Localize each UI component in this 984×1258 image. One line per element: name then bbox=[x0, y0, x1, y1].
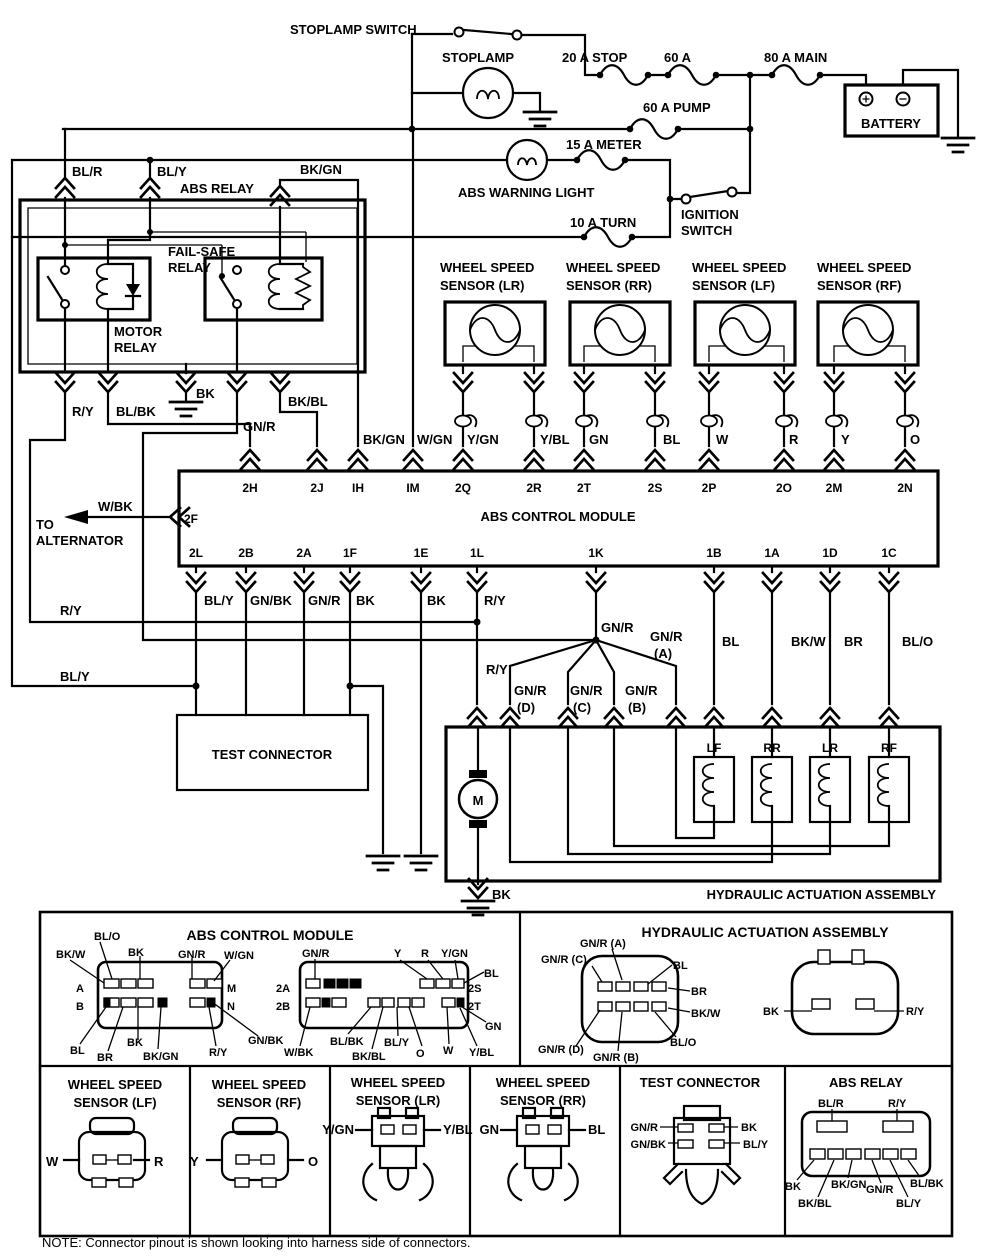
module-pin: 2B bbox=[238, 546, 254, 560]
pinout-label: BL/BK bbox=[330, 1036, 364, 1048]
pinout-sensor-rr bbox=[480, 1075, 606, 1200]
pinout-label: BL/O bbox=[670, 1037, 697, 1049]
pinout-label: W bbox=[443, 1045, 454, 1057]
pump-motor-m-label: M bbox=[472, 793, 484, 808]
sensor-lf-title: SENSOR (LF) bbox=[692, 278, 776, 293]
module-pin: 1L bbox=[469, 546, 485, 560]
module-pin: 2Q bbox=[454, 481, 472, 495]
pin-label: Y/GN bbox=[322, 1122, 354, 1137]
pinout-panel bbox=[40, 912, 952, 1236]
connector-loop-icon bbox=[647, 415, 668, 427]
pinout-sensor-lr bbox=[322, 1075, 472, 1200]
module-pin: 1E bbox=[413, 546, 429, 560]
pin-label: R bbox=[154, 1154, 164, 1169]
wire-gn-r-c-label: GN/R bbox=[570, 683, 603, 698]
fail-safe-coil-icon bbox=[269, 264, 280, 309]
wire-bl-y-label: BL/Y bbox=[157, 164, 187, 179]
pinout-label: GN/R (B) bbox=[593, 1052, 639, 1064]
motor-relay-label: RELAY bbox=[114, 340, 157, 355]
module-pin: 1A bbox=[764, 546, 780, 560]
pinout-module-title: ABS CONTROL MODULE bbox=[186, 927, 354, 943]
connector-loop-icon bbox=[576, 415, 597, 427]
solenoid-rf-label: RF bbox=[881, 741, 897, 755]
abs-relay-label: ABS RELAY bbox=[180, 181, 254, 196]
pin-label: BK bbox=[785, 1181, 801, 1193]
module-pin: 2O bbox=[775, 481, 793, 495]
wire-bl-bk-label: BL/BK bbox=[116, 404, 156, 419]
pin-label: BL/R bbox=[818, 1098, 844, 1110]
fuse-15a-meter-label: 15 A METER bbox=[566, 137, 642, 152]
wire-bk-label: BK bbox=[196, 386, 215, 401]
pinout-label: R/Y bbox=[906, 1006, 925, 1018]
pinout-panel-border bbox=[40, 912, 952, 1236]
fuse-20a-stop-label: 20 A STOP bbox=[562, 50, 628, 65]
abs-control-module-title: ABS CONTROL MODULE bbox=[480, 509, 636, 524]
pin-label: BL/Y bbox=[743, 1139, 769, 1151]
ground-icon bbox=[367, 856, 399, 870]
cell-title: SENSOR (LR) bbox=[355, 1093, 441, 1108]
wire-bk-label: BK bbox=[427, 593, 446, 608]
wire-gn-r-b-label: (B) bbox=[628, 700, 647, 715]
wire-y-gn-label: Y/GN bbox=[467, 432, 499, 447]
pinout-row-label: 2T bbox=[468, 1001, 481, 1013]
module-pin: 2H bbox=[242, 481, 258, 495]
connector-loop-icon bbox=[826, 415, 847, 427]
pinout-label: BR bbox=[97, 1052, 113, 1064]
wire-w-gn-label: W/GN bbox=[417, 432, 453, 447]
wire-bk-label: BK bbox=[492, 887, 511, 902]
to-alternator-label: ALTERNATOR bbox=[36, 533, 124, 548]
connector-loop-icon bbox=[897, 415, 918, 427]
pinout-sensor-lf bbox=[46, 1077, 164, 1187]
pinout-row-label: M bbox=[227, 983, 237, 995]
hydraulic-assembly-title: HYDRAULIC ACTUATION ASSEMBLY bbox=[706, 887, 936, 902]
cell-title: WHEEL SPEED bbox=[67, 1077, 163, 1092]
module-pin: 2L bbox=[188, 546, 204, 560]
ground-icon bbox=[170, 402, 202, 416]
cell-title: SENSOR (RR) bbox=[500, 1093, 586, 1108]
pinout-label: BK/W bbox=[691, 1008, 721, 1020]
wire-bl-r-label: BL/R bbox=[72, 164, 103, 179]
pinout-row-label: 2A bbox=[276, 983, 291, 995]
module-pin: 2J bbox=[310, 481, 324, 495]
sensor-rr-title: WHEEL SPEED bbox=[566, 260, 661, 275]
pinout-label: BL bbox=[484, 968, 499, 980]
connector-loop-icon bbox=[526, 415, 547, 427]
wire-bk-gn-label: BK/GN bbox=[300, 162, 342, 177]
abs-warning-light-label: ABS WARNING LIGHT bbox=[458, 185, 595, 200]
fuse-60a-pump-label: 60 A PUMP bbox=[643, 100, 711, 115]
pinout-row-label: 2S bbox=[468, 983, 482, 995]
motor-relay-contact bbox=[61, 300, 69, 308]
fail-safe-relay-label: RELAY bbox=[168, 260, 211, 275]
sensor-rf-title: WHEEL SPEED bbox=[817, 260, 912, 275]
pinout-label: BL/Y bbox=[384, 1037, 410, 1049]
fuse-10a-turn-label: 10 A TURN bbox=[570, 215, 637, 230]
pinout-label: GN/R (C) bbox=[541, 954, 587, 966]
cell-title: TEST CONNECTOR bbox=[639, 1075, 761, 1090]
wire-o-label: O bbox=[910, 432, 921, 447]
stoplamp-bulb-icon bbox=[463, 68, 513, 118]
pin-label: BK bbox=[741, 1122, 757, 1134]
sensor-rr-title: SENSOR (RR) bbox=[566, 278, 652, 293]
ignition-switch-label: IGNITION bbox=[681, 207, 739, 222]
pinout-label: Y/GN bbox=[441, 948, 468, 960]
solenoid-lf-label: LF bbox=[706, 741, 722, 755]
pin-label: BK/BL bbox=[798, 1198, 832, 1210]
pinout-label: W/GN bbox=[224, 950, 254, 962]
sensor-lr-title: WHEEL SPEED bbox=[440, 260, 535, 275]
wires-sensor-drops bbox=[463, 346, 905, 446]
solenoid-lr-label: LR bbox=[822, 741, 838, 755]
fail-safe-contact bbox=[233, 300, 241, 308]
wire-bl-label: BL bbox=[663, 432, 681, 447]
pinout-label: BK bbox=[127, 1037, 143, 1049]
pinout-assembly-connector1 bbox=[582, 956, 678, 1042]
pinout-label: GN/BK bbox=[248, 1035, 284, 1047]
cell-title: WHEEL SPEED bbox=[495, 1075, 591, 1090]
module-pin: 1C bbox=[881, 546, 897, 560]
cell-title: ABS RELAY bbox=[829, 1075, 903, 1090]
wire-gn-r-label: GN/R bbox=[308, 593, 341, 608]
cell-title: WHEEL SPEED bbox=[350, 1075, 446, 1090]
sensor-lr-title: SENSOR (LR) bbox=[440, 278, 525, 293]
pinout-label: GN/R (A) bbox=[580, 938, 626, 950]
cell-title: SENSOR (RF) bbox=[216, 1095, 302, 1110]
pinout-label: GN/R bbox=[178, 949, 206, 961]
pinout-label: BK/BL bbox=[352, 1051, 386, 1063]
module-pin: 1D bbox=[822, 546, 838, 560]
module-pin: 2M bbox=[825, 481, 843, 495]
pinout-label: GN/R bbox=[302, 948, 330, 960]
wire-gn-r-d-label: (D) bbox=[517, 700, 536, 715]
pinout-note: NOTE: Connector pinout is shown looking into harness side of connectors. bbox=[42, 1235, 471, 1250]
pinout-assembly-pins bbox=[598, 982, 874, 1011]
fuse-60a-label: 60 A bbox=[664, 50, 691, 65]
cell-title: WHEEL SPEED bbox=[211, 1077, 307, 1092]
pin-label: Y/BL bbox=[443, 1122, 473, 1137]
abs-warning-bulb-icon bbox=[507, 140, 547, 180]
fail-safe-relay-label: FAIL-SAFE bbox=[168, 244, 236, 259]
pinout-row-label: A bbox=[76, 983, 84, 995]
pin-label: O bbox=[308, 1154, 319, 1169]
pinout-label: BL bbox=[70, 1045, 85, 1057]
wire-bl-y-label: BL/Y bbox=[204, 593, 234, 608]
module-pin: 2P bbox=[701, 481, 717, 495]
pinout-label: BK bbox=[763, 1006, 779, 1018]
pinout-label: GN bbox=[485, 1021, 502, 1033]
module-pin: 2S bbox=[647, 481, 663, 495]
cell-title: SENSOR (LF) bbox=[73, 1095, 157, 1110]
wire-gn-r-label: GN/R bbox=[243, 419, 276, 434]
wire-y-bl-label: Y/BL bbox=[540, 432, 570, 447]
wire-w-bk-label: W/BK bbox=[98, 499, 133, 514]
stoplamp-label: STOPLAMP bbox=[442, 50, 514, 65]
wire-r-y-label: R/Y bbox=[486, 662, 508, 677]
fuse-80a-main-label: 80 A MAIN bbox=[764, 50, 828, 65]
module-pin: IM bbox=[406, 481, 420, 495]
resistor-icon bbox=[296, 264, 310, 309]
wire-bk-gn-label: BK/GN bbox=[363, 432, 405, 447]
pin-label: GN/BK bbox=[630, 1139, 666, 1151]
wire-gn-r-a-label: GN/R bbox=[650, 629, 683, 644]
stoplamp-switch-contact bbox=[513, 31, 522, 40]
wire-gn-r-d-label: GN/R bbox=[514, 683, 547, 698]
battery-label: BATTERY bbox=[861, 116, 921, 131]
solenoid-coil-icons bbox=[703, 764, 889, 806]
pinout-label: BL/O bbox=[94, 931, 121, 943]
pin-label: R/Y bbox=[888, 1098, 907, 1110]
component-boxes bbox=[20, 85, 940, 881]
wire-gn-r-node-label: GN/R bbox=[601, 620, 634, 635]
pinout-abs-relay bbox=[785, 1075, 944, 1210]
module-pin: 2R bbox=[526, 481, 542, 495]
wire-r-y-label: R/Y bbox=[484, 593, 506, 608]
ignition-switch-label: SWITCH bbox=[681, 223, 733, 238]
wire-gn-bk-label: GN/BK bbox=[250, 593, 292, 608]
module-pin: IH bbox=[352, 481, 364, 495]
module-pin: 1F bbox=[342, 546, 358, 560]
wire-br-label: BR bbox=[844, 634, 863, 649]
pinout-label: GN/R (D) bbox=[538, 1044, 584, 1056]
pinout-label: R bbox=[421, 948, 429, 960]
wire-gn-r-a-label: (A) bbox=[654, 646, 673, 661]
pinout-module-connector2 bbox=[300, 962, 468, 1028]
module-pin: 2A bbox=[296, 546, 312, 560]
module-pin: 2N bbox=[897, 481, 913, 495]
pin-label: BK/GN bbox=[831, 1179, 867, 1191]
pinout-label: BL bbox=[673, 960, 688, 972]
stoplamp-switch-label: STOPLAMP SWITCH bbox=[290, 22, 417, 37]
pinout-label: R/Y bbox=[209, 1047, 228, 1059]
pinout-label: BK bbox=[128, 947, 144, 959]
connector-loop-icon bbox=[455, 415, 476, 427]
wire-r-y-label: R/Y bbox=[72, 404, 94, 419]
pinout-row-label: N bbox=[227, 1001, 235, 1013]
wire-w-label: W bbox=[716, 432, 729, 447]
connector-loop-icon bbox=[776, 415, 797, 427]
connector-loop-icon bbox=[701, 415, 722, 427]
fail-safe-contact bbox=[233, 266, 241, 274]
ground-icon bbox=[405, 856, 437, 870]
motor-relay-contact bbox=[61, 266, 69, 274]
wire-bl-o-label: BL/O bbox=[902, 634, 934, 649]
module-pin: 1B bbox=[706, 546, 722, 560]
pinout-label: W/BK bbox=[284, 1047, 314, 1059]
wire-bk-w-label: BK/W bbox=[791, 634, 826, 649]
wire-gn-r-c-label: (C) bbox=[573, 700, 592, 715]
pinout-label: BK/GN bbox=[143, 1051, 179, 1063]
wire-bl-label: BL bbox=[722, 634, 740, 649]
pin-label: W bbox=[46, 1154, 59, 1169]
stoplamp-switch-contact bbox=[455, 28, 464, 37]
pinout-label: Y/BL bbox=[469, 1047, 495, 1059]
solenoid-rr-label: RR bbox=[763, 741, 781, 755]
ignition-switch-contact bbox=[728, 188, 737, 197]
to-alternator-label: TO bbox=[36, 517, 54, 532]
module-pin-2f: 2F bbox=[184, 512, 199, 526]
motor-relay-coil-icon bbox=[97, 264, 108, 309]
motor-relay-label: MOTOR bbox=[114, 324, 163, 339]
test-connector-title: TEST CONNECTOR bbox=[211, 747, 333, 762]
wire-r-y-label: R/Y bbox=[60, 603, 82, 618]
sensor-rf-title: SENSOR (RF) bbox=[817, 278, 902, 293]
pinout-sensor-rf bbox=[190, 1077, 318, 1187]
pinout-label: Y bbox=[394, 948, 402, 960]
pinout-assembly-connector2 bbox=[792, 962, 898, 1034]
wire-gn-r-b-label: GN/R bbox=[625, 683, 658, 698]
abs-relay-box bbox=[20, 200, 365, 372]
wire-bk-bl-label: BK/BL bbox=[288, 394, 328, 409]
module-pin: 2T bbox=[576, 481, 592, 495]
ground-icon bbox=[524, 112, 556, 126]
pinout-label: O bbox=[416, 1048, 425, 1060]
ground-icon bbox=[942, 138, 974, 152]
pinout-label: BK/W bbox=[56, 949, 86, 961]
pinout-row-label: B bbox=[76, 1001, 84, 1013]
pin-label: Y bbox=[190, 1154, 199, 1169]
wire-y-label: Y bbox=[841, 432, 850, 447]
pinout-assembly-title: HYDRAULIC ACTUATION ASSEMBLY bbox=[641, 924, 889, 940]
pinout-label: BR bbox=[691, 986, 707, 998]
pin-label: GN bbox=[479, 1122, 499, 1137]
pinout-row-label: 2B bbox=[276, 1001, 291, 1013]
pin-label: BL bbox=[588, 1122, 606, 1137]
wire-r-label: R bbox=[789, 432, 799, 447]
ignition-switch-contact bbox=[682, 195, 691, 204]
module-pin: 1K bbox=[588, 546, 604, 560]
pin-label: GN/R bbox=[866, 1184, 894, 1196]
wire-bl-y-label: BL/Y bbox=[60, 669, 90, 684]
pin-label: GN/R bbox=[630, 1122, 658, 1134]
wire-bk-label: BK bbox=[356, 593, 375, 608]
pin-label: BL/Y bbox=[896, 1198, 922, 1210]
diode-icon bbox=[126, 284, 140, 296]
pinout-test-connector bbox=[631, 1075, 769, 1204]
wire-gn-label: GN bbox=[589, 432, 609, 447]
sensor-lf-title: WHEEL SPEED bbox=[692, 260, 787, 275]
pin-label: BL/BK bbox=[910, 1178, 944, 1190]
